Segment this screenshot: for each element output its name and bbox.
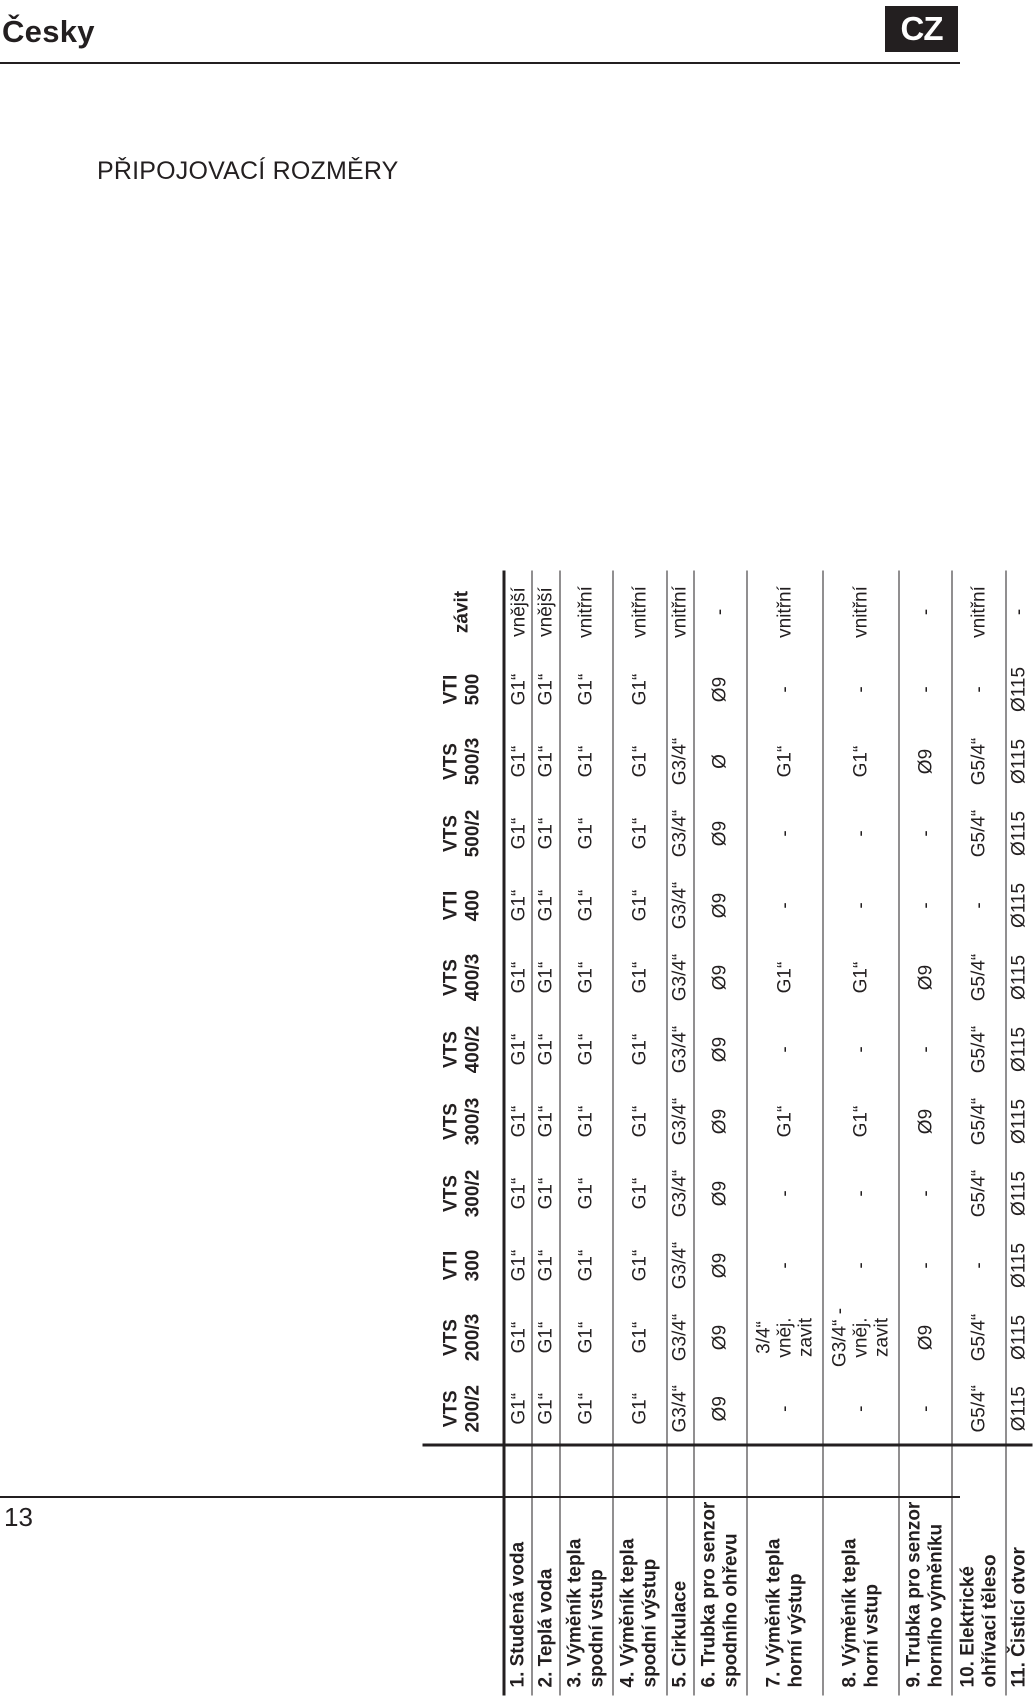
table-cell: G1“ (575, 745, 597, 778)
row-label-line2: spodní vstup (586, 1569, 608, 1688)
table-cell: - (709, 608, 731, 616)
table-cell: G1“ (575, 1105, 597, 1138)
table-cell: Ø115 (1008, 738, 1030, 785)
table-cell: G1“ (575, 1249, 597, 1282)
table-cell: G1“ (508, 1392, 530, 1425)
table-cell: G1“ (535, 889, 557, 922)
table-cell: G1“ (629, 1105, 651, 1138)
row-label (560, 1446, 613, 1696)
table-cell: - (915, 1046, 937, 1053)
table-cell: - (850, 902, 872, 909)
table-cell: Ø9 (915, 1108, 937, 1135)
table-cell: G1“ (575, 889, 597, 922)
table-cell: G1“ (508, 817, 530, 850)
table-cell: G5/4“ (968, 1097, 990, 1146)
row-label (532, 1446, 559, 1696)
table-cell: G1“ (508, 889, 530, 922)
column-header (423, 942, 505, 1014)
row-label-line2: horní vstup (861, 1584, 883, 1688)
table-cell: Ø9 (709, 1252, 731, 1279)
table-row (747, 571, 823, 1696)
row-label (694, 1446, 747, 1696)
row-label (667, 1446, 694, 1696)
table-cell: G1“ (535, 1392, 557, 1425)
table-cell: G1“ (629, 1249, 651, 1282)
language-label: Česky (2, 14, 95, 49)
table-cell: G1“ (508, 1321, 530, 1354)
table-cell: G1“ (629, 1177, 651, 1210)
row-label (747, 1446, 823, 1696)
row-label-line1: 7. Výměník tepla (763, 1538, 785, 1688)
table-cell: - (1008, 608, 1030, 616)
row-label (1006, 1446, 1033, 1696)
row-label-line2: spodní výstup (639, 1558, 661, 1688)
table-cell: - (915, 902, 937, 909)
column-header-line2: 300/3 (462, 1097, 484, 1146)
table-row (504, 571, 532, 1696)
column-header-line1: VTS (440, 1390, 462, 1428)
table-cell: Ø9 (709, 1180, 731, 1207)
table-cell: G5/4“ (968, 1313, 990, 1362)
table-cell (667, 654, 694, 726)
table-cell: vnitřní (575, 586, 597, 638)
table-cell: Ø9 (915, 964, 937, 991)
table-cell: G3/4“ (669, 1025, 691, 1074)
column-header-line1: VTI (440, 890, 462, 921)
table-cell: - (774, 686, 796, 693)
table-cell: G1“ (850, 745, 872, 778)
column-header-line2: 200/3 (462, 1313, 484, 1362)
column-header (423, 1374, 505, 1446)
table-cell: - (968, 686, 990, 693)
table-cell: Ø115 (1008, 1242, 1030, 1289)
table-cell: G1“ (629, 673, 651, 706)
row-label-line1: 1. Studená voda (507, 1541, 529, 1688)
table-cell: G1“ (575, 673, 597, 706)
table-body (504, 571, 1033, 1696)
section-title: PŘIPOJOVACÍ ROZMĚRY (97, 157, 399, 185)
row-label-line1: 11. Čisticí otvor (1008, 1547, 1030, 1688)
column-header (423, 1158, 505, 1230)
table-cell: G1“ (575, 817, 597, 850)
table-cell: G5/4“ (968, 737, 990, 786)
footer-divider (0, 1496, 960, 1498)
table-cell: - (774, 1405, 796, 1412)
table-cell: G1“ (508, 1177, 530, 1210)
table-cell: G3/4“ (669, 1169, 691, 1218)
table-cell: Ø9 (709, 1108, 731, 1135)
column-header-line1: závit (451, 590, 473, 634)
table-cell: Ø9 (709, 820, 731, 847)
table-cell: - (774, 1046, 796, 1053)
header-divider (0, 62, 960, 64)
table-cell: G3/4“ (669, 737, 691, 786)
table-cell: G1“ (629, 817, 651, 850)
row-label-line1: 10. Elektrické (957, 1566, 979, 1688)
table-cell: Ø9 (709, 1396, 731, 1422)
table-cell: G1“ (575, 1392, 597, 1425)
table-row (667, 571, 694, 1696)
table-cell: G1“ (508, 1249, 530, 1282)
table-cell: G1“ (535, 673, 557, 706)
table-cell: G1“ (575, 1177, 597, 1210)
table-cell: G1“ (774, 961, 796, 994)
table-cell: - (850, 1405, 872, 1412)
row-label-line1: 8. Výměník tepla (839, 1538, 861, 1688)
table-cell: Ø9 (709, 892, 731, 919)
connection-dimensions-table-wrapper (423, 571, 1033, 1696)
column-header-line1: VTS (440, 1031, 462, 1068)
table-cell: - (850, 1262, 872, 1269)
table-cell: G1“ (575, 1321, 597, 1354)
table-cell: Ø115 (1008, 810, 1030, 857)
table-cell: G1“ (629, 889, 651, 922)
column-header-line2: 400/3 (462, 953, 484, 1002)
table-cell: G1“ (774, 745, 796, 778)
table-cell: - (850, 686, 872, 693)
table-cell: - (850, 1046, 872, 1053)
table-cell: G1“ (535, 1177, 557, 1210)
table-cell: G1“ (629, 1321, 651, 1354)
table-cell: Ø115 (1008, 1026, 1030, 1073)
table-cell: Ø9 (915, 748, 937, 775)
table-cell: Ø9 (709, 676, 731, 703)
row-label-line1: 6. Trubka pro senzor (698, 1501, 720, 1688)
row-label-line2: ohřívací těleso (979, 1554, 1001, 1688)
table-cell: Ø9 (709, 964, 731, 991)
connection-dimensions-table (423, 571, 1033, 1696)
table-cell: G1“ (629, 1033, 651, 1066)
column-header-line1: VTI (440, 1250, 462, 1281)
column-header-line2: 500 (462, 673, 484, 706)
table-cell: Ø (709, 754, 731, 769)
table-cell: G5/4“ (968, 809, 990, 858)
table-cell: G1“ (575, 961, 597, 994)
table-cell: - (915, 686, 937, 693)
table-cell: Ø115 (1008, 1170, 1030, 1217)
table-cell: G1“ (535, 1033, 557, 1066)
table-cell: G1“ (535, 817, 557, 850)
row-label-line1: 5. Cirkulace (669, 1580, 691, 1688)
table-cell: - (915, 1262, 937, 1269)
table-cell: G1“ (535, 1249, 557, 1282)
table-corner-cell (423, 1446, 505, 1696)
column-header (423, 1302, 505, 1374)
table-cell: - (850, 1190, 872, 1197)
row-label (504, 1446, 532, 1696)
table-cell: G1“ (535, 1105, 557, 1138)
row-label (899, 1446, 952, 1696)
page-number: 13 (4, 1502, 33, 1532)
row-label-line1: 4. Výměník tepla (617, 1538, 639, 1688)
table-cell: G1“ (850, 961, 872, 994)
row-label (823, 1446, 899, 1696)
column-header-line2: 300/2 (462, 1169, 484, 1218)
row-label-line1: 2. Teplá voda (535, 1568, 557, 1688)
column-header (423, 1014, 505, 1086)
column-header (423, 726, 505, 798)
table-cell: G1“ (774, 1105, 796, 1138)
row-label-line2: spodního ohřevu (720, 1533, 742, 1688)
table-cell: G1“ (575, 1033, 597, 1066)
column-header-line2: 400 (462, 889, 484, 922)
table-cell: Ø115 (1008, 1386, 1030, 1432)
table-row (694, 571, 747, 1696)
table-cell: G3/4“ (669, 1241, 691, 1290)
table-cell: vnitřní (774, 586, 796, 638)
table-cell: G1“ (508, 1033, 530, 1066)
table-row (952, 571, 1005, 1696)
table-row (823, 571, 899, 1696)
table-cell: G3/4“ (669, 881, 691, 930)
table-cell: vnitřní (850, 586, 872, 638)
table-cell: G1“ (629, 1392, 651, 1425)
column-header-line2: 200/2 (462, 1384, 484, 1433)
column-header-line1: VTS (440, 743, 462, 780)
column-header-line2: 500/3 (462, 737, 484, 786)
table-row (532, 571, 559, 1696)
column-header-line1: VTS (440, 959, 462, 996)
column-header (423, 571, 505, 654)
table-cell: G1“ (535, 961, 557, 994)
table-cell: - (774, 1190, 796, 1197)
column-header (423, 798, 505, 870)
table-cell: G1“ (535, 745, 557, 778)
table-cell: - (774, 830, 796, 837)
table-cell: G5/4“ (968, 1384, 990, 1433)
table-cell: - (915, 1405, 937, 1412)
column-header-line1: VTI (440, 674, 462, 705)
table-cell: G1“ (508, 1105, 530, 1138)
row-label-line2: horního výměníku (925, 1523, 947, 1688)
table-cell: G1“ (508, 745, 530, 778)
table-row (1006, 571, 1033, 1696)
table-cell: vnitřní (669, 586, 691, 638)
column-header-line1: VTS (440, 1319, 462, 1356)
table-cell: vnější (508, 587, 530, 637)
table-cell: Ø115 (1008, 1098, 1030, 1145)
table-cell: G1“ (629, 961, 651, 994)
table-cell: Ø9 (709, 1036, 731, 1063)
column-header (423, 1086, 505, 1158)
column-header-line2: 500/2 (462, 809, 484, 858)
table-cell: G5/4“ (968, 1169, 990, 1218)
table-cell: G3/4“ (669, 1384, 691, 1433)
table-header-row (423, 571, 505, 1696)
row-label-line1: 3. Výměník tepla (564, 1538, 586, 1688)
table-cell: G1“ (508, 673, 530, 706)
table-cell: G3/4“ (669, 1097, 691, 1146)
column-header-line1: VTS (440, 1103, 462, 1140)
column-header-line1: VTS (440, 1175, 462, 1212)
row-label (613, 1446, 666, 1696)
column-header (423, 870, 505, 942)
language-badge: CZ (885, 6, 958, 52)
table-cell: G5/4“ (968, 953, 990, 1002)
column-header-line2: 300 (462, 1249, 484, 1282)
column-header (423, 654, 505, 726)
table-cell: G5/4“ (968, 1025, 990, 1074)
table-cell: - (774, 902, 796, 909)
table-cell: - (968, 902, 990, 909)
table-cell: Ø115 (1008, 1314, 1030, 1361)
table-row (899, 571, 952, 1696)
table-cell: G3/4“ (669, 1313, 691, 1362)
table-cell: - (774, 1262, 796, 1269)
column-header-line1: VTS (440, 815, 462, 852)
table-cell: Ø115 (1008, 954, 1030, 1001)
table-cell: vnitřní (968, 586, 990, 638)
table-cell: - (850, 830, 872, 837)
table-row (613, 571, 666, 1696)
table-cell: - (915, 608, 937, 616)
row-label (952, 1446, 1005, 1696)
table-cell: G3/4“ - vněj. zavit (829, 1307, 893, 1368)
column-header-line2: 400/2 (462, 1025, 484, 1074)
table-cell: Ø115 (1008, 882, 1030, 929)
table-cell: G1“ (629, 745, 651, 778)
table-row (560, 571, 613, 1696)
table-cell: - (968, 1262, 990, 1269)
table-cell: Ø9 (915, 1324, 937, 1351)
table-cell: G1“ (535, 1321, 557, 1354)
table-cell: vnitřní (629, 586, 651, 638)
table-cell: Ø9 (709, 1324, 731, 1351)
table-cell: Ø115 (1008, 666, 1030, 713)
table-cell: 3/4“ vněj. zavit (753, 1317, 817, 1358)
table-cell: - (915, 1190, 937, 1197)
row-label-line1: 9. Trubka pro senzor (903, 1501, 925, 1688)
table-cell: G3/4“ (669, 809, 691, 858)
table-cell: G1“ (508, 961, 530, 994)
table-cell: G1“ (850, 1105, 872, 1138)
table-cell: vnější (535, 587, 557, 637)
table-cell: G3/4“ (669, 953, 691, 1002)
column-header (423, 1230, 505, 1302)
row-label-line2: horní výstup (785, 1573, 807, 1688)
table-cell: - (915, 830, 937, 837)
